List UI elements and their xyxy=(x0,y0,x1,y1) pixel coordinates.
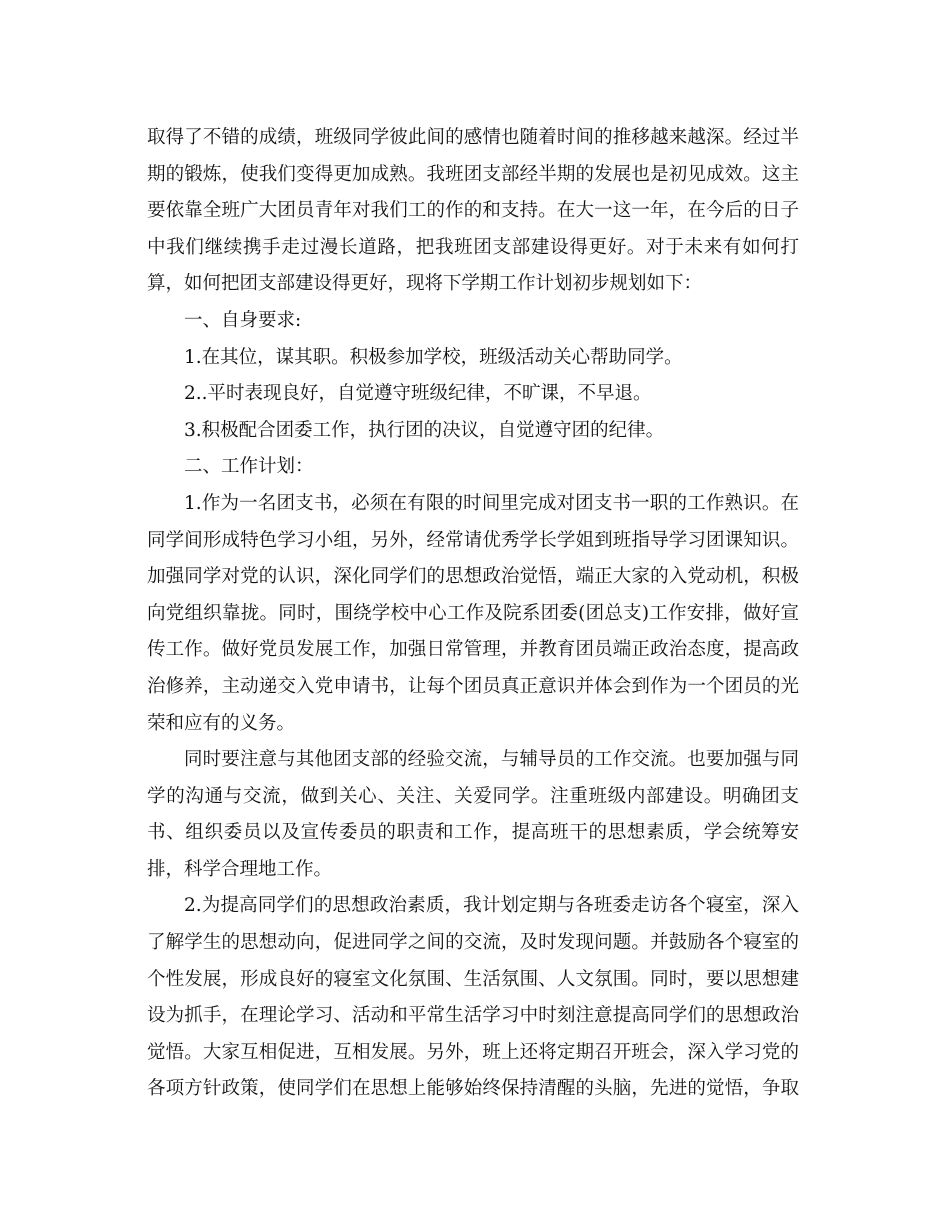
text-line: 加强同学对党的认识，深化同学们的思想政治觉悟，端正大家的入党动机，积极 xyxy=(147,566,799,588)
text-line: 1.作为一名团支书，必须在有限的时间里完成对团支书一职的工作熟识。在 xyxy=(184,492,799,514)
text-line: 期的锻炼，使我们变得更加成熟。我班团支部经半期的发展也是初见成效。这主 xyxy=(147,163,799,185)
text-line: 设为抓手，在理论学习、活动和平常生活学习中时刻注意提高同学们的思想政治 xyxy=(147,1005,799,1027)
text-line: 取得了不错的成绩，班级同学彼此间的感情也随着时间的推移越来越深。经过半 xyxy=(147,127,799,148)
text-line: 书、组织委员以及宣传委员的职责和工作，提高班干的思想素质，学会统筹安 xyxy=(147,822,799,844)
text-line: 治修养，主动递交入党申请书，让每个团员真正意识并体会到作为一个团员的光 xyxy=(147,675,799,697)
text-line: 同时要注意与其他团支部的经验交流，与辅导员的工作交流。也要加强与同 xyxy=(184,749,799,771)
text-line: 觉悟。大家互相促进，互相发展。另外，班上还将定期召开班会，深入学习党的 xyxy=(147,1041,799,1063)
text-line: 要依靠全班广大团员青年对我们工的作的和支持。在大一这一年，在今后的日子 xyxy=(147,200,799,222)
text-line: 2..平时表现良好，自觉遵守班级纪律，不旷课，不早退。 xyxy=(184,383,652,405)
text-line: 中我们继续携手走过漫长道路，把我班团支部建设得更好。对于未来有如何打 xyxy=(147,236,799,258)
text-line: 荣和应有的义务。 xyxy=(147,712,296,734)
text-line: 排，科学合理地工作。 xyxy=(147,858,333,880)
text-line: 向党组织靠拢。同时，围绕学校中心工作及院系团委(团总支)工作安排，做好宣 xyxy=(147,602,799,624)
text-line: 算，如何把团支部建设得更好，现将下学期工作计划初步规划如下： xyxy=(147,273,703,295)
document-body xyxy=(147,120,799,1108)
text-line: 2.为提高同学们的思想政治素质，我计划定期与各班委走访各个寝室，深入 xyxy=(184,895,799,917)
text-line: 各项方针政策，使同学们在思想上能够始终保持清醒的头脑，先进的觉悟，争取 xyxy=(147,1078,799,1100)
text-line: 传工作。做好党员发展工作，加强日常管理，并教育团员端正政治态度，提高政 xyxy=(147,639,799,661)
text-line: 同学间形成特色学习小组，另外，经常请优秀学长学姐到班指导学习团课知识。 xyxy=(147,529,799,551)
text-line: 一、自身要求: xyxy=(184,309,302,331)
text-line: 1.在其位，谋其职。积极参加学校，班级活动关心帮助同学。 xyxy=(184,346,683,368)
text-line: 了解学生的思想动向，促进同学之间的交流，及时发现问题。并鼓励各个寝室的 xyxy=(147,932,799,954)
text-line: 个性发展，形成良好的寝室文化氛围、生活氛围、人文氛围。同时，要以思想建 xyxy=(147,968,799,990)
text-line: 3.积极配合团委工作，执行团的决议，自觉遵守团的纪律。 xyxy=(184,419,665,441)
text-line: 学的沟通与交流，做到关心、关注、关爱同学。注重班级内部建设。明确团支 xyxy=(147,785,799,807)
text-line: 二、工作计划： xyxy=(184,456,314,478)
